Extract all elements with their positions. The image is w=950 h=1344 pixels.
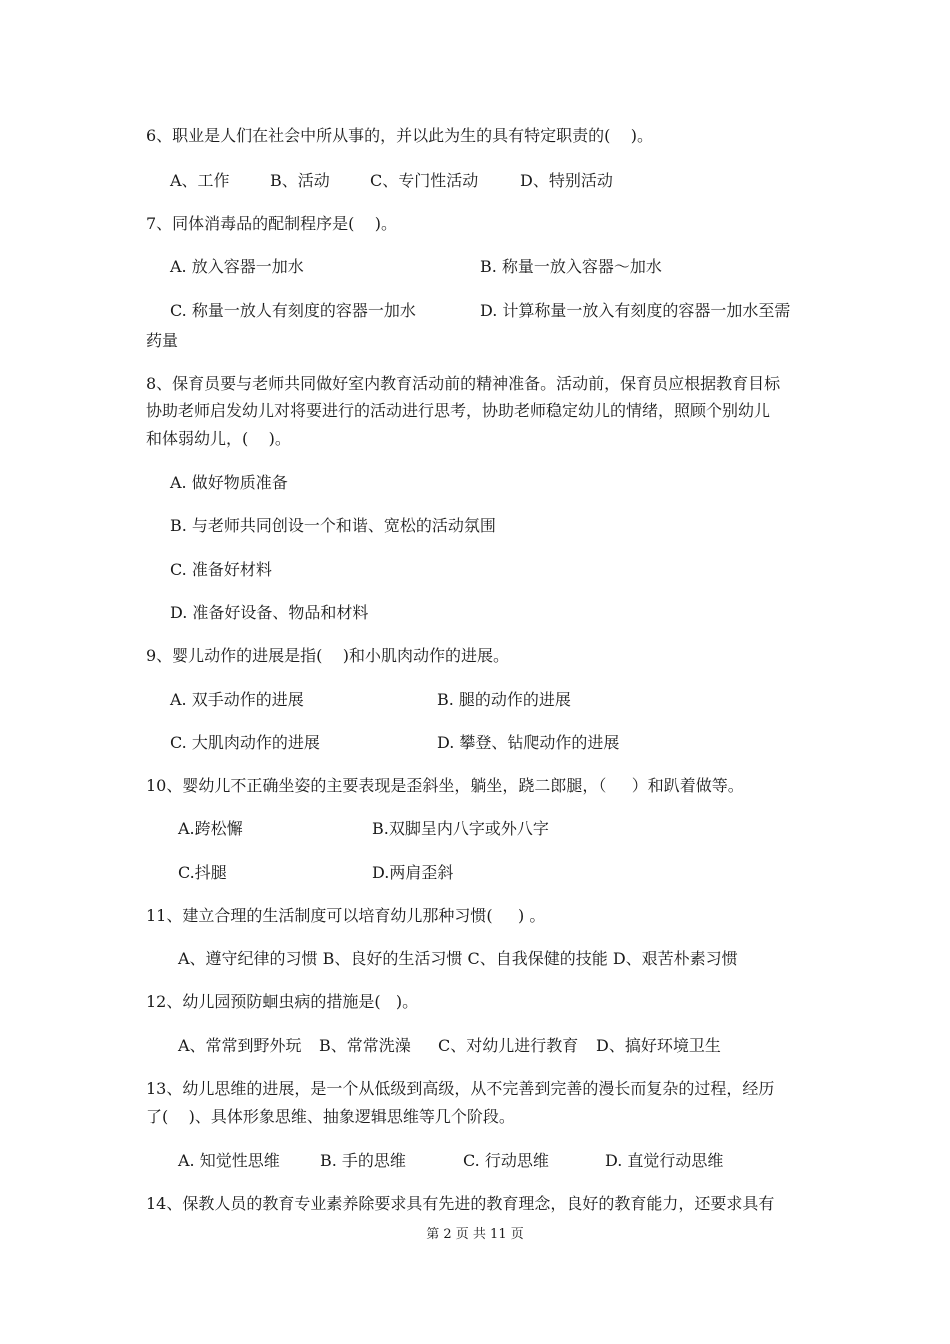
question-8-stem-line-3: 和体弱幼儿，( )。 <box>146 429 291 448</box>
question-8-option-d: D. 准备好设备、物品和材料 <box>170 603 369 622</box>
question-9-option-d: D. 攀登、钻爬动作的进展 <box>437 733 620 752</box>
question-6-option-b: B、活动 <box>270 171 330 190</box>
question-7-option-c: C. 称量一放人有刻度的容器一加水 <box>170 301 416 320</box>
question-12-stem: 12、幼儿园预防蛔虫病的措施是( )。 <box>146 992 419 1011</box>
question-6-option-a: A、工作 <box>170 171 230 190</box>
question-10-stem: 10、婴幼儿不正确坐姿的主要表现是歪斜坐，躺坐，跷二郎腿，（ ）和趴着做等。 <box>146 776 744 795</box>
question-8-option-c: C. 准备好材料 <box>170 560 272 579</box>
question-8-option-a: A. 做好物质准备 <box>170 473 288 492</box>
question-13-stem-line-2: 了( )、具体形象思维、抽象逻辑思维等几个阶段。 <box>146 1107 515 1126</box>
question-10-option-a: A.跨松懈 <box>178 819 243 838</box>
question-12-option-b: B、常常洗澡 <box>319 1036 411 1055</box>
question-14-stem: 14、保教人员的教育专业素养除要求具有先进的教育理念，良好的教育能力，还要求具有 <box>146 1194 775 1213</box>
question-13-option-d: D. 直觉行动思维 <box>605 1151 724 1170</box>
question-7-option-b: B. 称量一放入容器～加水 <box>480 257 662 276</box>
question-7-option-d: D. 计算称量一放入有刻度的容器一加水至需 <box>480 301 791 320</box>
question-7-stem: 7、同体消毒品的配制程序是( )。 <box>146 214 398 233</box>
question-9-option-b: B. 腿的动作的进展 <box>437 690 571 709</box>
question-7-option-a: A. 放入容器一加水 <box>170 257 304 276</box>
question-13-option-b: B. 手的思维 <box>320 1151 406 1170</box>
question-12-option-c: C、对幼儿进行教育 <box>438 1036 579 1055</box>
question-9-stem: 9、婴儿动作的进展是指( )和小肌肉动作的进展。 <box>146 646 510 665</box>
question-6-stem: 6、职业是人们在社会中所从事的，并以此为生的具有特定职责的( )。 <box>146 126 654 145</box>
question-8-stem-line-2: 协助老师启发幼儿对将要进行的活动进行思考，协助老师稳定幼儿的情绪，照顾个别幼儿 <box>146 401 771 420</box>
question-10-option-b: B.双脚呈内八字或外八字 <box>372 819 549 838</box>
question-7-continuation: 药量 <box>146 331 179 350</box>
question-11-stem: 11、建立合理的生活制度可以培育幼儿那种习惯( ) 。 <box>146 906 546 925</box>
page-number-footer: 第 2 页 共 11 页 <box>426 1227 524 1242</box>
question-11-options: A、遵守纪律的习惯 B、良好的生活习惯 C、自我保健的技能 D、艰苦朴素习惯 <box>178 949 738 968</box>
question-13-option-a: A. 知觉性思维 <box>178 1151 280 1170</box>
question-8-option-b: B. 与老师共同创设一个和谐、宽松的活动氛围 <box>170 516 496 535</box>
question-13-stem-line-1: 13、幼儿思维的进展，是一个从低级到高级，从不完善到完善的漫长而复杂的过程，经历 <box>146 1079 775 1098</box>
question-6-option-d: D、特别活动 <box>520 171 613 190</box>
question-9-option-c: C. 大肌肉动作的进展 <box>170 733 320 752</box>
question-10-option-c: C.抖腿 <box>178 863 227 882</box>
question-10-option-d: D.两肩歪斜 <box>372 863 454 882</box>
question-9-option-a: A. 双手动作的进展 <box>170 690 304 709</box>
question-6-option-c: C、专门性活动 <box>370 171 479 190</box>
question-12-option-d: D、搞好环境卫生 <box>596 1036 721 1055</box>
question-13-option-c: C. 行动思维 <box>463 1151 549 1170</box>
question-12-option-a: A、常常到野外玩 <box>178 1036 302 1055</box>
question-8-stem-line-1: 8、保育员要与老师共同做好室内教育活动前的精神准备。活动前，保育员应根据教育目标 <box>146 374 781 393</box>
